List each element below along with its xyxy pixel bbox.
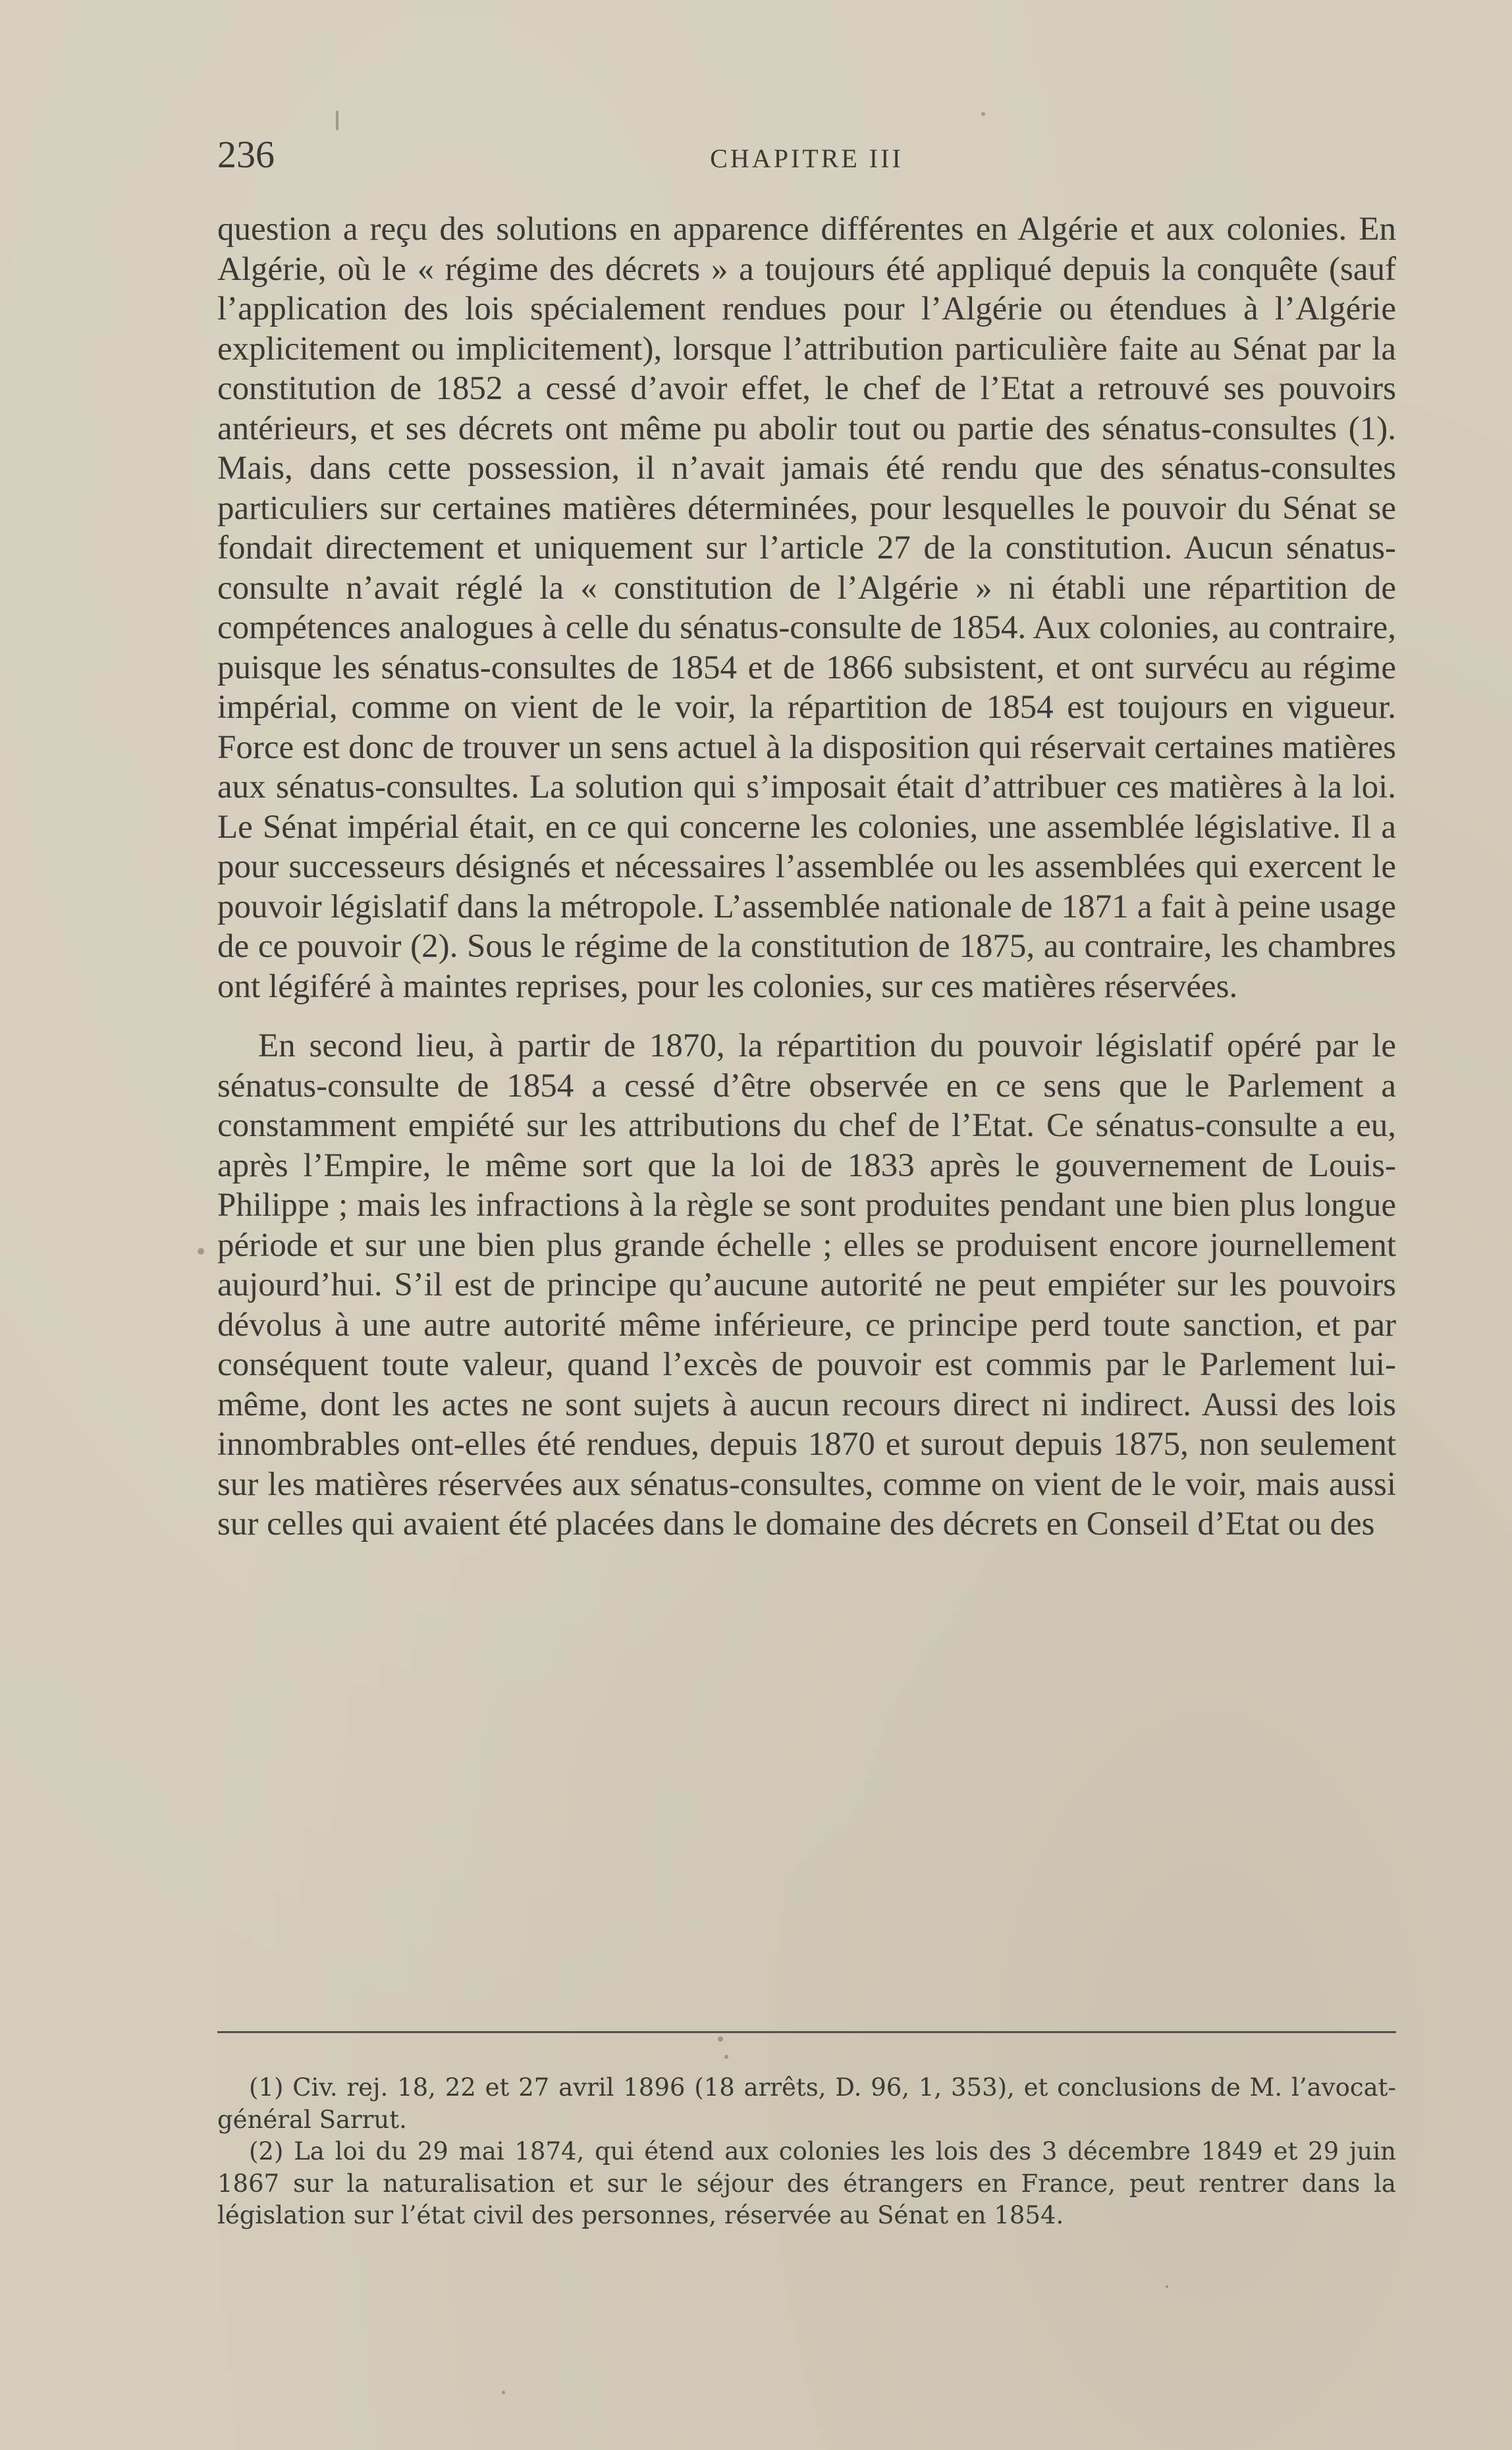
- paper-speck: [336, 111, 338, 130]
- page-number: 236: [217, 133, 275, 176]
- paper-speck: [1166, 2285, 1168, 2288]
- footnote-2: (2) La loi du 29 mai 1874, qui étend aux colonies les lois des 3 décembre 1849 et 29 juin 1867 sur la naturalisation et sur le séjour des étrangers en France, peut rentrer dans la législation sur l’état civil des personnes, réservée au Sénat en 1854.: [217, 2137, 1396, 2229]
- paragraph-1: question a reçu des solutions en apparence différentes en Algérie et aux colonies. En Algérie, où le « régime des décrets » a toujours été appliqué depuis la conquête (sauf l’application des lois spécialement rendues pour l’Algérie ou étendues à l’Algérie explicitement ou implicitement), lorsque l’attribution particulière faite au Sénat par la constitution de 1852 a cessé d’avoir effet, le chef de l’Etat a retrouvé ses pouvoirs antérieurs, et ses décrets ont même pu abolir tout ou partie des sénatus-consultes (1). Mais, dans cette possession, il n’avait jamais été rendu que des sénatus-consultes particuliers sur certaines matières déterminées, pour lesquelles le pouvoir du Sénat se fondait directement et uniquement sur l’article 27 de la constitution. Aucun sénatus-consulte n’avait réglé la « constitution de l’Algérie » ni établi une répartition de compétences analogues à celle du sénatus-consulte de 1854. Aux colonies, au contraire, puisque les sénatus-consultes de 1854 et de 1866 subsistent, et ont survécu au régime impérial, comme on vient de le voir, la répartition de 1854 est toujours en vigueur. Force est donc de trouver un sens actuel à la disposition qui réservait certaines matières aux sénatus-consultes. La solution qui s’imposait était d’attribuer ces matières à la loi. Le Sénat impérial était, en ce qui concerne les colonies, une assemblée législative. Il a pour successeurs désignés et nécessaires l’assemblée ou les assemblées qui exercent le pouvoir législatif dans la métropole. L’assemblée nationale de 1871 a fait à peine usage de ce pouvoir (2). Sous le régime de la constitution de 1875, au contraire, les chambres ont légiféré à maintes reprises, pour les colonies, sur ces matières réservées.: [217, 211, 1396, 1005]
- footnotes: [217, 2072, 1396, 2232]
- paper-speck: [981, 112, 985, 116]
- footnote-divider: [217, 2031, 1396, 2033]
- footnote-1: (1) Civ. rej. 18, 22 et 27 avril 1896 (18 arrêts, D. 96, 1, 353), et conclusions de M. l’avocat-général Sarrut.: [217, 2073, 1396, 2134]
- paper-speck: [718, 2036, 723, 2042]
- page-header: [217, 132, 1396, 178]
- paragraph-2: En second lieu, à partir de 1870, la répartition du pouvoir législatif opéré par le sénatus-consulte de 1854 a cessé d’être observée en ce sens que le Parlement a constamment empiété sur les attributions du chef de l’Etat. Ce sénatus-consulte a eu, après l’Empire, le même sort que la loi de 1833 après le gouvernement de Louis-Philippe ; mais les infractions à la règle se sont produites pendant une bien plus longue période et sur une bien plus grande échelle ; elles se produisent encore journellement aujourd’hui. S’il est de principe qu’aucune autorité ne peut empiéter sur les pouvoirs dévolus à une autre autorité même inférieure, ce principe perd toute sanction, et par conséquent toute valeur, quand l’excès de pouvoir est commis par le Parlement lui-même, dont les actes ne sont sujets à aucun recours direct ni indirect. Aussi des lois innombrables ont-elles été rendues, depuis 1870 et surout depuis 1875, non seulement sur les matières réservées aux sénatus-consultes, comme on vient de le voir, mais aussi sur celles qui avaient été placées dans le domaine des décrets en Conseil d’Etat ou des: [217, 1027, 1396, 1542]
- paper-speck: [198, 1248, 204, 1255]
- paper-speck: [502, 2391, 505, 2394]
- paper-speck: [724, 2055, 728, 2059]
- running-head: CHAPITRE III: [710, 144, 904, 173]
- main-text: [217, 209, 1396, 1544]
